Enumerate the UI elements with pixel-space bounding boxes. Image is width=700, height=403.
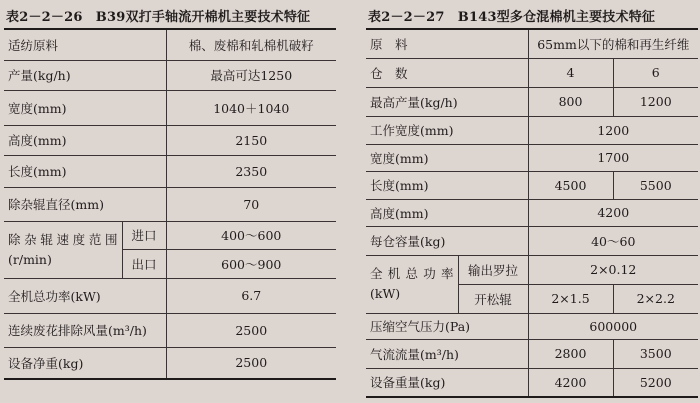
table-row [366, 199, 698, 226]
sub-label: 开松辊 [458, 284, 528, 313]
row-label: 气流流量(m³/h) [366, 339, 528, 368]
table-row [366, 368, 698, 397]
row-value: 3500 [613, 339, 698, 368]
inlet-label: 进口 [122, 221, 166, 249]
row-label: 高度(mm) [4, 125, 166, 155]
row-label: 宽度(mm) [366, 144, 528, 171]
inlet-value: 400～600 [166, 221, 336, 249]
table-b39-specs [4, 28, 336, 380]
row-value: 40～60 [528, 226, 698, 255]
table-row [366, 144, 698, 171]
table-row [366, 339, 698, 368]
table-row [4, 125, 336, 155]
table-b143-specs [366, 28, 698, 398]
table-row [4, 221, 336, 249]
row-value: 棉、废棉和轧棉机破籽 [166, 29, 336, 60]
row-value: 1200 [528, 116, 698, 144]
table-row [4, 278, 336, 313]
row-label: 连续废花排除风量(m³/h) [4, 313, 166, 347]
row-label: 长度(mm) [366, 171, 528, 199]
table-row [4, 155, 336, 187]
speed-label-line1: 除杂辊速度范围 [8, 231, 118, 247]
table-row [4, 90, 336, 125]
sub-value: 2×2.2 [613, 284, 698, 313]
sub-value: 2×0.12 [528, 255, 698, 284]
table-row [4, 60, 336, 90]
table-row [366, 58, 698, 87]
row-value: 6.7 [166, 278, 336, 313]
row-value: 5200 [613, 368, 698, 397]
row-label: 高度(mm) [366, 199, 528, 226]
speed-label-line2: (r/min) [8, 251, 52, 267]
row-value: 800 [528, 87, 613, 116]
row-label: 压缩空气压力(Pa) [366, 313, 528, 339]
row-value: 2800 [528, 339, 613, 368]
table-row [4, 313, 336, 347]
table-row [366, 255, 698, 284]
table-row [366, 171, 698, 199]
row-label: 工作宽度(mm) [366, 116, 528, 144]
power-label-line2: (kW) [370, 286, 401, 301]
row-value: 600000 [528, 313, 698, 339]
row-label: 长度(mm) [4, 155, 166, 187]
table2-title: 表2－2－27 B143型多仓混棉机主要技术特征 [368, 10, 656, 25]
table-row [366, 226, 698, 255]
sub-label: 输出罗拉 [458, 255, 528, 284]
row-value: 5500 [613, 171, 698, 199]
table1-title: 表2－2－26 B39双打手轴流开棉机主要技术特征 [6, 10, 311, 25]
row-label: 最高产量(kg/h) [366, 87, 528, 116]
row-label: 适纺原料 [4, 29, 166, 60]
row-value: 65mm以下的棉和再生纤维 [528, 29, 698, 58]
power-label [366, 255, 458, 313]
row-value: 4500 [528, 171, 613, 199]
table-row [366, 116, 698, 144]
table-row [4, 187, 336, 221]
row-label: 宽度(mm) [4, 90, 166, 125]
row-value: 2150 [166, 125, 336, 155]
speed-range-label [4, 221, 122, 278]
table-row [366, 87, 698, 116]
row-label: 除杂辊直径(mm) [4, 187, 166, 221]
bins-6: 6 [613, 58, 698, 87]
row-value: 2500 [166, 347, 336, 379]
table-row [366, 29, 698, 58]
row-label: 设备净重(kg) [4, 347, 166, 379]
row-value: 最高可达1250 [166, 60, 336, 90]
row-value: 4200 [528, 368, 613, 397]
row-value: 4200 [528, 199, 698, 226]
table-row [4, 347, 336, 379]
row-label: 仓 数 [366, 58, 528, 87]
outlet-value: 600～900 [166, 249, 336, 278]
sub-value: 2×1.5 [528, 284, 613, 313]
row-label: 每仓容量(kg) [366, 226, 528, 255]
row-label: 设备重量(kg) [366, 368, 528, 397]
row-value: 1200 [613, 87, 698, 116]
table-row [366, 313, 698, 339]
bins-4: 4 [528, 58, 613, 87]
row-label: 全机总功率(kW) [4, 278, 166, 313]
outlet-label: 出口 [122, 249, 166, 278]
row-value: 1040＋1040 [166, 90, 336, 125]
power-label-line1: 全机总功率 [370, 266, 454, 281]
row-label: 原 料 [366, 29, 528, 58]
row-value: 2500 [166, 313, 336, 347]
row-value: 2350 [166, 155, 336, 187]
row-value: 1700 [528, 144, 698, 171]
table-row [4, 29, 336, 60]
row-value: 70 [166, 187, 336, 221]
row-label: 产量(kg/h) [4, 60, 166, 90]
